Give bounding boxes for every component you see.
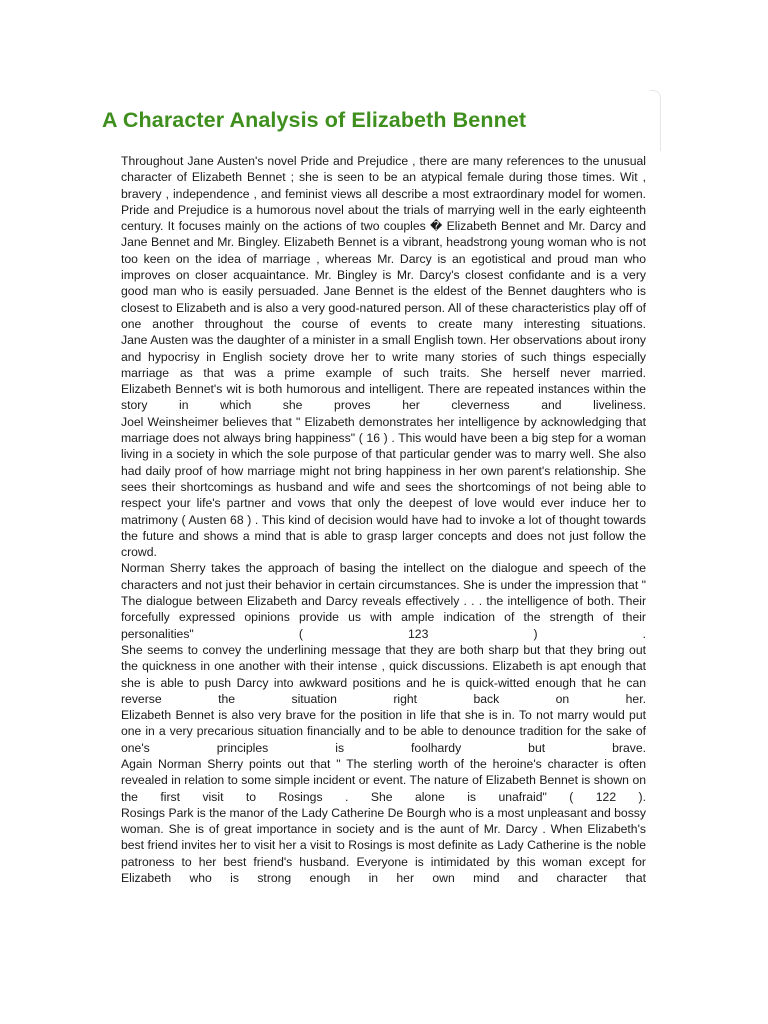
paragraph-3: Jane Austen was the daughter of a minister in a small English town. Her observations about irony and hypocrisy in English society drove her to write many stories of such things especially marriage as that was a prime example of such traits. She herself never married. — [121, 333, 646, 380]
page-title: A Character Analysis of Elizabeth Bennet — [102, 108, 527, 132]
paragraph-8: Elizabeth Bennet is also very brave for the position in life that she is in. To not marry would put one in a very precarious situation financially and to be able to denounce tradition for the sake of one's principles is foolhardy but brave. — [121, 708, 646, 755]
document-body — [121, 153, 646, 933]
paragraph-4: Elizabeth Bennet's wit is both humorous and intelligent. There are repeated instances within the story in which she proves her cleverness and liveliness. — [121, 382, 646, 413]
page-corner — [650, 90, 661, 151]
paragraph-7: She seems to convey the underlining message that they are both sharp but that they bring out the quickness in one another with their intense , quick discussions. Elizabeth is apt enough that she is able to push Darcy into awkward positions and he is quick-witted enough that he can reverse the situation right back on her. — [121, 642, 646, 706]
paragraph-6: Norman Sherry takes the approach of basing the intellect on the dialogue and speech of the characters and not just their behavior in certain circumstances. She is under the impression that " The dialogue between Elizabeth and Darcy reveals effectively . . . the intelligence of both. Their forcefully expressed opinions provide us with ample indication of the strength of their personalities" ( 123 ) . — [121, 561, 646, 641]
paragraph-5: Joel Weinsheimer believes that " Elizabeth demonstrates her intelligence by acknowledging that marriage does not always bring happiness" ( 16 ) . This would have been a big step for a woman living in a society in which the sole purpose of that particular gender was to marry well. She also had daily proof of how marriage might not bring happiness in her own parent's relationship. She sees their shortcomings as husband and wife and sees the shortcomings of not being able to respect your life's partner and vows that only the deepest of love would ever induce her to matrimony ( Austen 68 ) . This kind of decision would have had to invoke a lot of thought towards the future and shows a mind that is able to grasp larger concepts and does not just follow the crowd. — [121, 414, 646, 560]
paragraph-1: Throughout Jane Austen's novel Pride and Prejudice , there are many references to the unusual character of Elizabeth Bennet ; she is seen to be an atypical female during those times. Wit , bravery , independence , and feminist views all describe a most extraordinary model for women. — [121, 154, 646, 201]
paragraph-2: Pride and Prejudice is a humorous novel about the trials of marrying well in the early eighteenth century. It focuses mainly on the actions of two couples � Elizabeth Bennet and Mr. Darcy and Jane Bennet and Mr. Bingley. Elizabeth Bennet is a vibrant, headstrong young woman who is not too keen on the idea of marriage , whereas Mr. Darcy is an egotistical and proud man who improves on closer acquaintance. Mr. Bingley is Mr. Darcy's closest confidante and is a very good man who is easily persuaded. Jane Bennet is the eldest of the Bennet daughters who is closest to Elizabeth and is also a very good-natured person. All of these characteristics play off of one another throughout the course of events to create many interesting situations. — [121, 202, 646, 331]
paragraph-10: Rosings Park is the manor of the Lady Catherine De Bourgh who is a most unpleasant and bossy woman. She is of great importance in society and is the aunt of Mr. Darcy . When Elizabeth's best friend invites her to visit her a visit to Rosings is most definite as Lady Catherine is the noble patroness to her best friend's husband. Everyone is intimidated by this woman except for Elizabeth who is strong enough in her own mind and character that — [121, 805, 646, 886]
paragraph-9: Again Norman Sherry points out that " The sterling worth of the heroine's character is often revealed in relation to some simple incident or event. The nature of Elizabeth Bennet is shown on the first visit to Rosings . She alone is unafraid" ( 122 ). — [121, 756, 646, 804]
